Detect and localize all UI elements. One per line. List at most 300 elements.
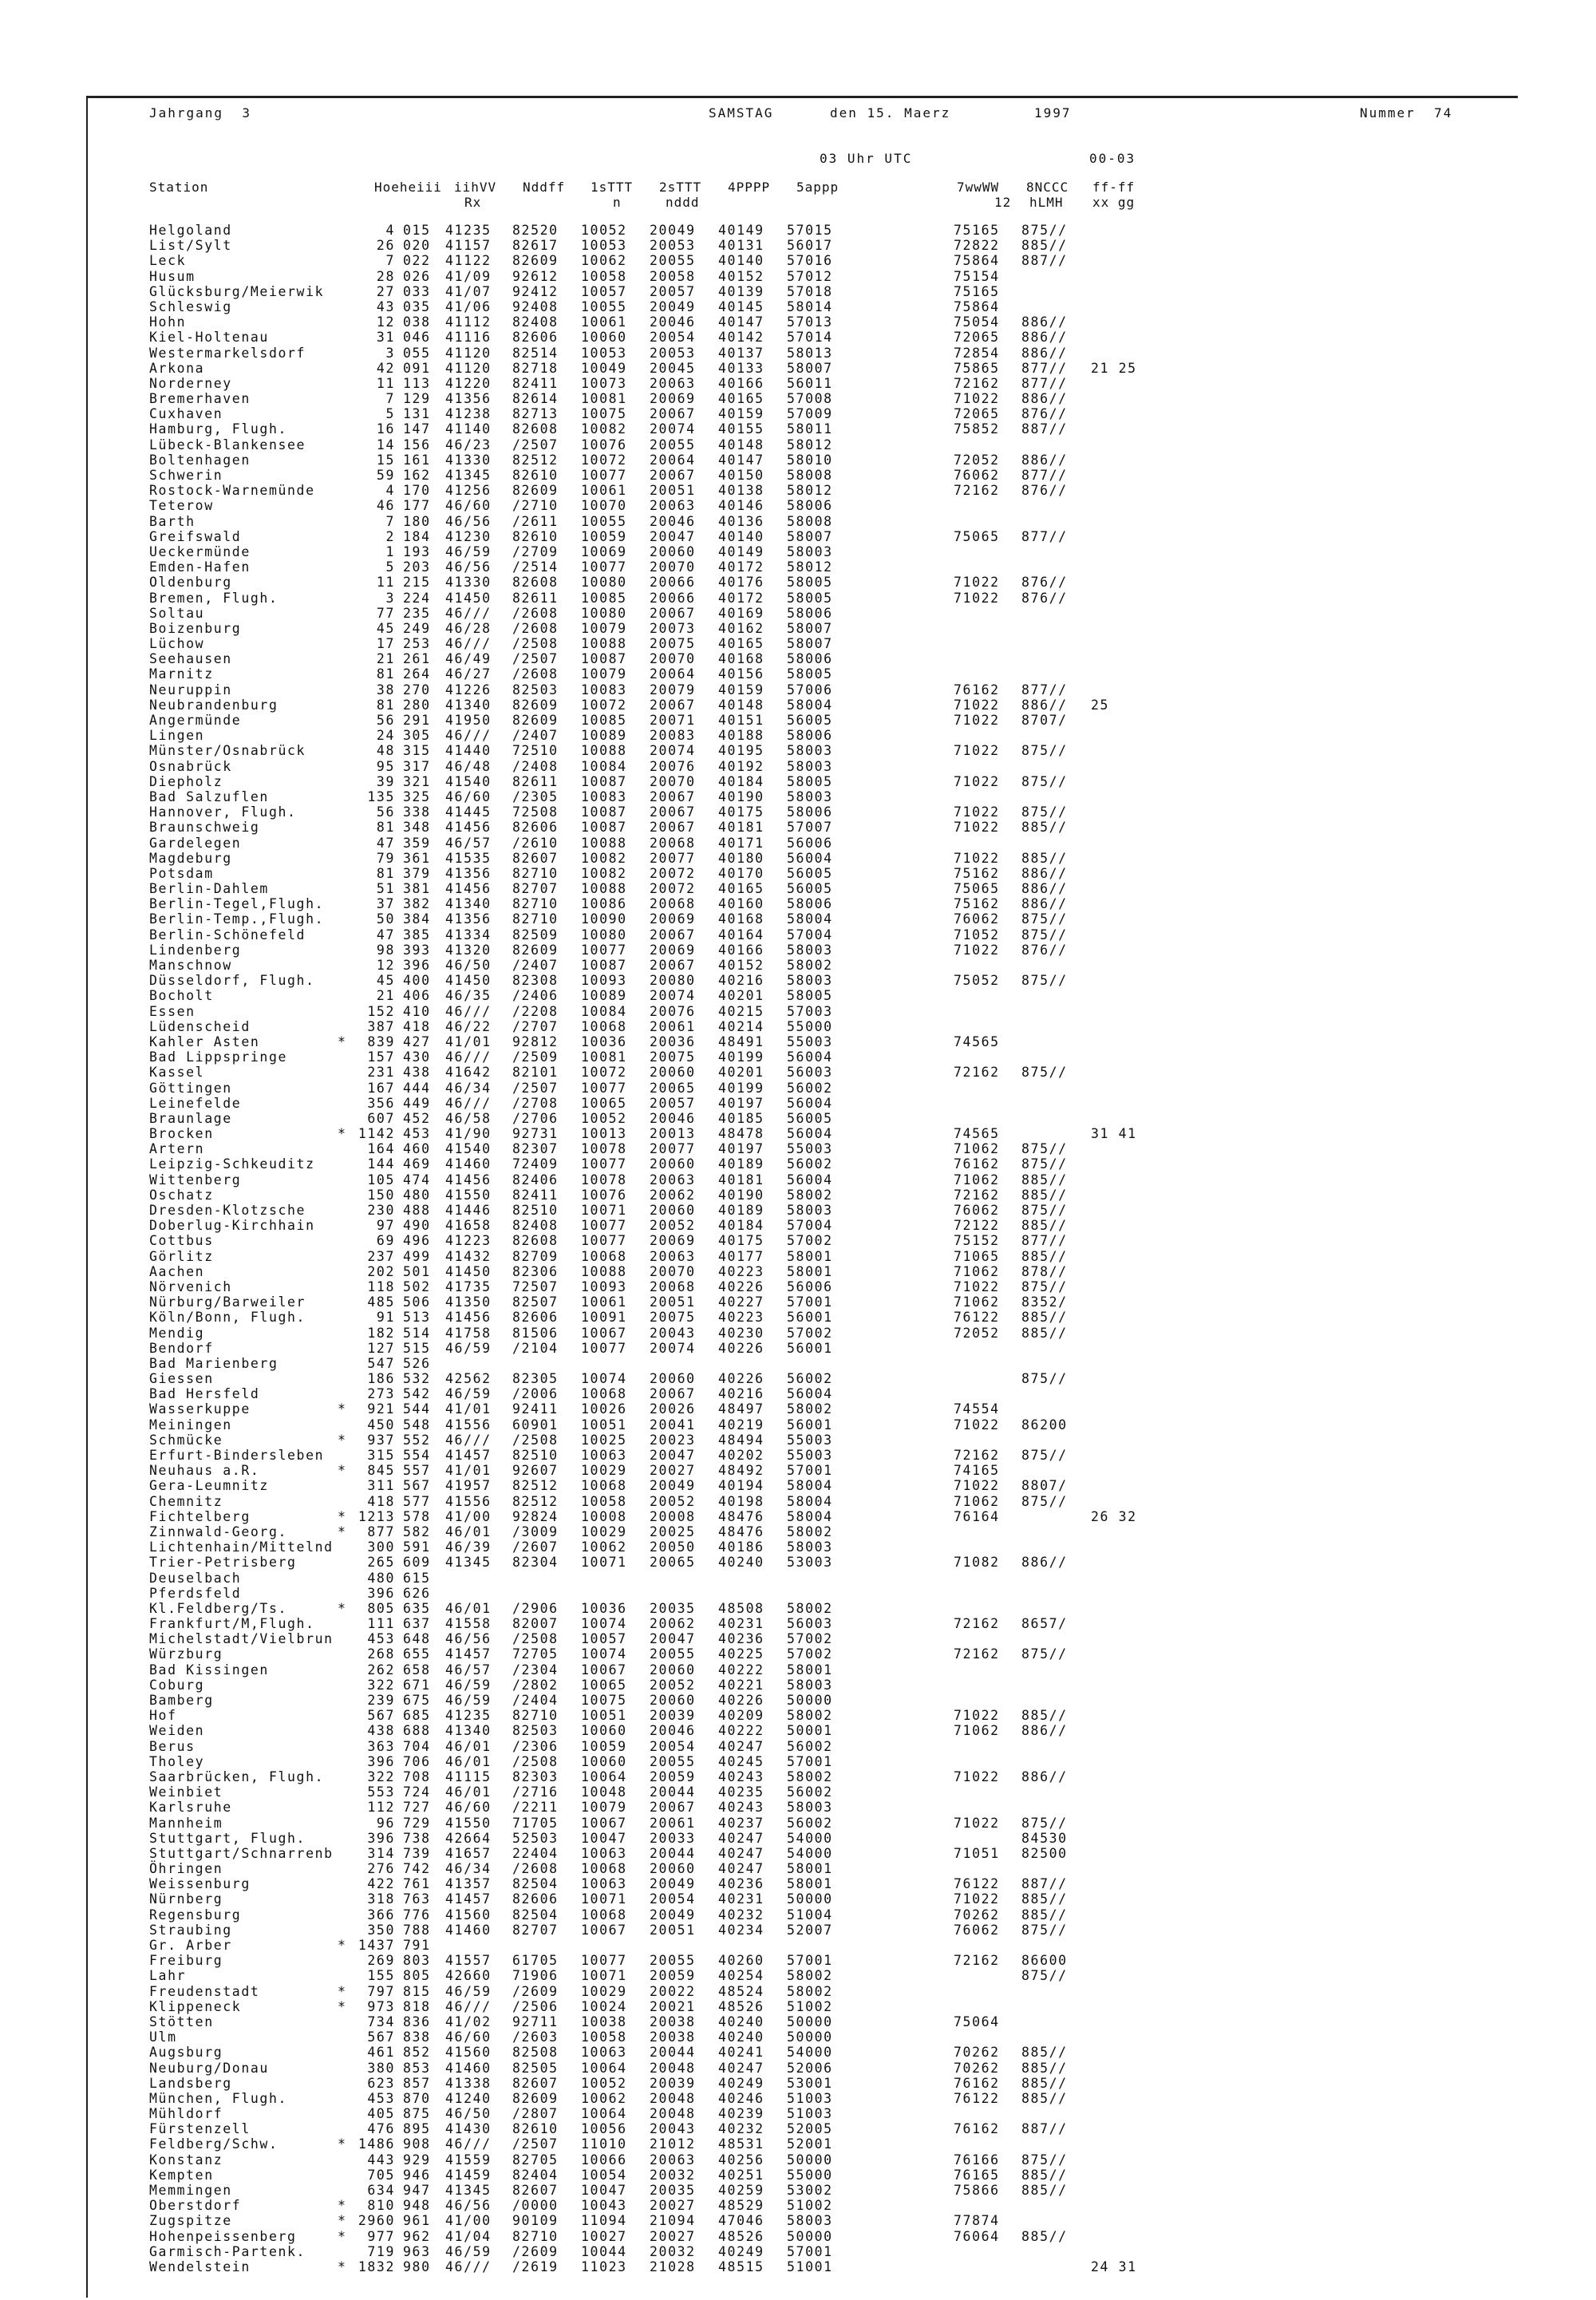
- station-id: 501: [403, 1263, 431, 1279]
- group-5appp: 56005: [787, 881, 833, 897]
- group-4pppp: 40235: [718, 1784, 764, 1800]
- group-5appp: 58003: [787, 1539, 833, 1555]
- group-1sttt: 10088: [581, 881, 627, 897]
- group-1sttt: 10082: [581, 850, 627, 866]
- station-name: Chemnitz: [149, 1493, 223, 1509]
- station-name: Regensburg: [149, 1907, 242, 1923]
- group-1sttt: 10061: [581, 314, 627, 330]
- group-2sttt: 20075: [650, 636, 696, 652]
- group-1sttt: 10038: [581, 2013, 627, 2029]
- group-2sttt: 20047: [650, 1448, 696, 1463]
- station-height: 276: [367, 1861, 395, 1877]
- table-row: [149, 1417, 1506, 1433]
- group-nddff: 82607: [512, 2183, 559, 2198]
- group-nddff: /2104: [512, 1340, 559, 1356]
- group-7wwww: 71022: [954, 391, 1000, 407]
- station-name: Lingen: [149, 728, 205, 744]
- group-8nccc: 875//: [1021, 1065, 1068, 1081]
- group-2sttt: 20070: [650, 773, 696, 789]
- group-8nccc: 885//: [1021, 1907, 1068, 1923]
- group-iihvv: 46///: [445, 1998, 492, 2014]
- station-name: Emden-Hafen: [149, 559, 251, 575]
- group-1sttt: 10083: [581, 788, 627, 804]
- mountain-marker: *: [338, 2259, 347, 2274]
- group-2sttt: 20083: [650, 728, 696, 744]
- col-5appp: 5appp: [796, 180, 839, 195]
- table-row: [149, 943, 1506, 958]
- group-4pppp: 40245: [718, 1753, 764, 1769]
- group-2sttt: 20077: [650, 1141, 696, 1157]
- group-5appp: 56002: [787, 1815, 833, 1831]
- group-7wwww: 75065: [954, 881, 1000, 897]
- group-5appp: 57002: [787, 1325, 833, 1341]
- station-name: Oberstdorf: [149, 2198, 242, 2214]
- group-nddff: 82617: [512, 238, 559, 254]
- group-nddff: 82503: [512, 682, 559, 698]
- group-4pppp: 48526: [718, 2228, 764, 2244]
- station-id: 870: [403, 2090, 431, 2106]
- station-id: 438: [403, 1065, 431, 1081]
- station-id: 235: [403, 605, 431, 621]
- station-id: 948: [403, 2198, 431, 2214]
- table-row: [149, 1310, 1506, 1325]
- station-id: 022: [403, 253, 431, 269]
- group-1sttt: 10078: [581, 1172, 627, 1188]
- group-2sttt: 20063: [650, 1172, 696, 1188]
- group-4pppp: 40177: [718, 1248, 764, 1264]
- group-iihvv: 41432: [445, 1248, 492, 1264]
- table-row: [149, 421, 1506, 437]
- group-8nccc: 886//: [1021, 865, 1068, 881]
- group-iihvv: 41/00: [445, 1508, 492, 1524]
- group-2sttt: 20057: [650, 1095, 696, 1111]
- group-4pppp: 40225: [718, 1646, 764, 1662]
- group-4pppp: 40139: [718, 283, 764, 299]
- group-5appp: 58006: [787, 498, 833, 514]
- station-name: Zinnwald-Georg.: [149, 1523, 288, 1539]
- group-8nccc: 875//: [1021, 1141, 1068, 1157]
- table-row: [149, 1326, 1506, 1341]
- station-height: 27: [376, 283, 395, 299]
- group-2sttt: 20052: [650, 1218, 696, 1234]
- group-nddff: 82520: [512, 223, 559, 238]
- station-id: 513: [403, 1310, 431, 1326]
- station-height: 845: [367, 1463, 395, 1479]
- station-height: 24: [376, 728, 395, 744]
- group-4pppp: 40186: [718, 1539, 764, 1555]
- group-nddff: 82307: [512, 1141, 559, 1157]
- group-5appp: 58012: [787, 483, 833, 499]
- group-iihvv: 41350: [445, 1294, 492, 1310]
- weekday-label: SAMSTAG: [709, 105, 774, 121]
- group-nddff: /2709: [512, 543, 559, 559]
- station-id: 637: [403, 1616, 431, 1632]
- station-height: 623: [367, 2075, 395, 2091]
- table-row: [149, 346, 1506, 361]
- group-2sttt: 20064: [650, 452, 696, 468]
- table-row: [149, 253, 1506, 268]
- station-height: 77: [376, 605, 395, 621]
- group-1sttt: 10047: [581, 2183, 627, 2198]
- group-1sttt: 10069: [581, 543, 627, 559]
- group-4pppp: 40197: [718, 1141, 764, 1157]
- group-1sttt: 10070: [581, 498, 627, 514]
- group-8nccc: 886//: [1021, 697, 1068, 713]
- group-8nccc: 875//: [1021, 1371, 1068, 1387]
- group-nddff: 82614: [512, 391, 559, 407]
- table-row: [149, 544, 1506, 559]
- table-row: [149, 958, 1506, 973]
- group-4pppp: 40232: [718, 1907, 764, 1923]
- group-2sttt: 20044: [650, 1845, 696, 1861]
- station-name: Mannheim: [149, 1815, 223, 1831]
- group-iihvv: 41356: [445, 911, 492, 927]
- station-id: 325: [403, 788, 431, 804]
- group-1sttt: 10088: [581, 743, 627, 759]
- group-nddff: 82606: [512, 820, 559, 836]
- station-height: 50: [376, 911, 395, 927]
- group-1sttt: 10060: [581, 1723, 627, 1739]
- group-8nccc: 875//: [1021, 1646, 1068, 1662]
- group-7wwww: 74554: [954, 1401, 1000, 1417]
- station-height: 567: [367, 2029, 395, 2045]
- group-1sttt: 10051: [581, 1417, 627, 1433]
- group-5appp: 57001: [787, 1953, 833, 1969]
- station-height: 42: [376, 360, 395, 376]
- station-height: 480: [367, 1570, 395, 1586]
- group-1sttt: 10052: [581, 1110, 627, 1126]
- station-height: 450: [367, 1417, 395, 1433]
- station-height: 1213: [358, 1508, 395, 1524]
- group-2sttt: 20054: [650, 1738, 696, 1754]
- group-5appp: 58003: [787, 788, 833, 804]
- station-id: 615: [403, 1570, 431, 1586]
- group-7wwww: 74565: [954, 1126, 1000, 1142]
- table-row: [149, 406, 1506, 421]
- group-iihvv: 41540: [445, 773, 492, 789]
- station-name: Lindenberg: [149, 942, 242, 958]
- station-name: Wendelstein: [149, 2259, 251, 2274]
- group-iihvv: 41356: [445, 391, 492, 407]
- station-name: Osnabrück: [149, 758, 232, 774]
- group-iihvv: 41559: [445, 2152, 492, 2168]
- group-7wwww: 72162: [954, 1065, 1000, 1081]
- group-7wwww: 75052: [954, 973, 1000, 989]
- group-nddff: /2408: [512, 758, 559, 774]
- group-iihvv: 41235: [445, 223, 492, 238]
- group-7wwww: 72854: [954, 345, 1000, 361]
- group-7wwww: 71022: [954, 1768, 1000, 1784]
- table-row: [149, 1524, 1506, 1539]
- group-5appp: 58002: [787, 1523, 833, 1539]
- group-2sttt: 20066: [650, 575, 696, 591]
- station-height: 81: [376, 865, 395, 881]
- group-iihvv: 41345: [445, 1555, 492, 1571]
- station-height: 144: [367, 1156, 395, 1172]
- group-1sttt: 10077: [581, 559, 627, 575]
- group-iihvv: 46///: [445, 1432, 492, 1448]
- station-name: Bad Hersfeld: [149, 1386, 260, 1402]
- group-5appp: 51003: [787, 2090, 833, 2106]
- station-id: 338: [403, 804, 431, 820]
- group-5appp: 58003: [787, 1800, 833, 1816]
- station-id: 488: [403, 1203, 431, 1218]
- station-id: 170: [403, 483, 431, 499]
- group-4pppp: 40239: [718, 2106, 764, 2122]
- group-iihvv: 46/56: [445, 1631, 492, 1647]
- group-5appp: 57015: [787, 223, 833, 238]
- group-5appp: 58002: [787, 1401, 833, 1417]
- group-4pppp: 40175: [718, 804, 764, 820]
- group-8nccc: 885//: [1021, 2090, 1068, 2106]
- group-1sttt: 10077: [581, 1156, 627, 1172]
- group-iihvv: 41112: [445, 314, 492, 330]
- station-height: 418: [367, 1493, 395, 1509]
- station-id: 761: [403, 1876, 431, 1892]
- group-8nccc: 875//: [1021, 223, 1068, 238]
- group-1sttt: 10087: [581, 820, 627, 836]
- group-7wwww: 71051: [954, 1845, 1000, 1861]
- station-id: 193: [403, 543, 431, 559]
- group-iihvv: 41120: [445, 345, 492, 361]
- group-1sttt: 10063: [581, 1876, 627, 1892]
- station-id: 452: [403, 1110, 431, 1126]
- group-4pppp: 48492: [718, 1463, 764, 1479]
- table-row: [149, 789, 1506, 804]
- station-id: 962: [403, 2228, 431, 2244]
- group-iihvv: 46///: [445, 1003, 492, 1019]
- mountain-marker: *: [338, 1600, 347, 1616]
- group-1sttt: 10029: [581, 1523, 627, 1539]
- group-7wwww: 76062: [954, 1922, 1000, 1938]
- group-8nccc: 886//: [1021, 1768, 1068, 1784]
- station-id: 385: [403, 927, 431, 943]
- table-row: [149, 1463, 1506, 1478]
- table-row: [149, 2244, 1506, 2259]
- group-1sttt: 10087: [581, 651, 627, 667]
- station-height: 167: [367, 1080, 395, 1096]
- station-id: 655: [403, 1646, 431, 1662]
- group-2sttt: 20068: [650, 1278, 696, 1294]
- station-height: 4: [385, 223, 395, 238]
- station-name: Leck: [149, 253, 187, 269]
- group-8nccc: 886//: [1021, 896, 1068, 912]
- group-nddff: 82608: [512, 1233, 559, 1249]
- group-4pppp: 48529: [718, 2198, 764, 2214]
- station-name: Glücksburg/Meierwik: [149, 283, 325, 299]
- station-height: 17: [376, 636, 395, 652]
- group-iihvv: 46/27: [445, 666, 492, 682]
- group-5appp: 56005: [787, 713, 833, 728]
- group-7wwww: 71022: [954, 713, 1000, 728]
- group-nddff: 82607: [512, 850, 559, 866]
- table-row: [149, 1891, 1506, 1907]
- group-5appp: 58013: [787, 345, 833, 361]
- station-height: 461: [367, 2045, 395, 2061]
- group-1sttt: 10067: [581, 1922, 627, 1938]
- station-height: 97: [376, 1218, 395, 1234]
- station-id: 131: [403, 406, 431, 422]
- group-iihvv: 41226: [445, 682, 492, 698]
- station-height: 21: [376, 651, 395, 667]
- group-5appp: 58003: [787, 758, 833, 774]
- group-iihvv: 41560: [445, 1907, 492, 1923]
- group-4pppp: 40133: [718, 360, 764, 376]
- station-name: Düsseldorf, Flugh.: [149, 973, 315, 989]
- group-2sttt: 20072: [650, 865, 696, 881]
- group-nddff: 82607: [512, 2075, 559, 2091]
- station-height: 47: [376, 835, 395, 851]
- group-5appp: 56011: [787, 375, 833, 391]
- group-1sttt: 10083: [581, 682, 627, 698]
- group-8nccc: 875//: [1021, 911, 1068, 927]
- group-5appp: 57002: [787, 1631, 833, 1647]
- group-4pppp: 40149: [718, 543, 764, 559]
- group-4pppp: 40231: [718, 1616, 764, 1632]
- station-name: Bamberg: [149, 1693, 214, 1708]
- group-4pppp: 40222: [718, 1723, 764, 1739]
- table-row: [149, 1172, 1506, 1188]
- group-8nccc: 885//: [1021, 1708, 1068, 1724]
- table-row: [149, 1923, 1506, 1938]
- group-5appp: 57006: [787, 682, 833, 698]
- group-2sttt: 20044: [650, 2045, 696, 2061]
- station-id: 147: [403, 421, 431, 437]
- group-2sttt: 20046: [650, 314, 696, 330]
- group-4pppp: 40215: [718, 1003, 764, 1019]
- group-2sttt: 20027: [650, 1463, 696, 1479]
- station-height: 314: [367, 1845, 395, 1861]
- group-nddff: 82609: [512, 942, 559, 958]
- station-name: Manschnow: [149, 958, 232, 973]
- group-8nccc: 877//: [1021, 682, 1068, 698]
- group-2sttt: 20063: [650, 375, 696, 391]
- group-7wwww: 76064: [954, 2228, 1000, 2244]
- group-nddff: 72409: [512, 1156, 559, 1172]
- group-iihvv: 41560: [445, 2045, 492, 2061]
- mountain-marker: *: [338, 2198, 347, 2214]
- group-7wwww: 70262: [954, 2045, 1000, 2061]
- station-height: 273: [367, 1386, 395, 1402]
- station-id: 506: [403, 1294, 431, 1310]
- group-2sttt: 20075: [650, 1049, 696, 1065]
- station-id: 803: [403, 1953, 431, 1969]
- group-nddff: 22404: [512, 1845, 559, 1861]
- group-1sttt: 10084: [581, 1003, 627, 1019]
- station-id: 688: [403, 1723, 431, 1739]
- group-iihvv: 46/56: [445, 2198, 492, 2214]
- group-5appp: 50000: [787, 1693, 833, 1708]
- group-7wwww: 71022: [954, 1708, 1000, 1724]
- group-7wwww: 71022: [954, 804, 1000, 820]
- group-4pppp: 40222: [718, 1662, 764, 1678]
- group-nddff: 92408: [512, 298, 559, 314]
- station-name: Mühldorf: [149, 2106, 223, 2122]
- group-nddff: 82411: [512, 1187, 559, 1203]
- station-id: 776: [403, 1907, 431, 1923]
- station-id: 729: [403, 1815, 431, 1831]
- group-4pppp: 40156: [718, 666, 764, 682]
- group-1sttt: 10051: [581, 1708, 627, 1724]
- group-2sttt: 20059: [650, 1968, 696, 1984]
- station-height: 39: [376, 773, 395, 789]
- table-row: [149, 1769, 1506, 1784]
- group-2sttt: 21012: [650, 2136, 696, 2152]
- group-7wwww: 71022: [954, 942, 1000, 958]
- group-8nccc: 875//: [1021, 1156, 1068, 1172]
- table-row: [149, 1938, 1506, 1953]
- group-1sttt: 10059: [581, 1738, 627, 1754]
- group-5appp: 56002: [787, 1080, 833, 1096]
- group-5appp: 55003: [787, 1432, 833, 1448]
- group-nddff: 82705: [512, 2152, 559, 2168]
- group-1sttt: 10057: [581, 1631, 627, 1647]
- group-1sttt: 10093: [581, 973, 627, 989]
- group-1sttt: 10068: [581, 1861, 627, 1877]
- group-1sttt: 10052: [581, 2075, 627, 2091]
- station-name: Braunlage: [149, 1110, 232, 1126]
- table-row: [149, 836, 1506, 851]
- group-2sttt: 20060: [650, 1203, 696, 1218]
- group-8nccc: 875//: [1021, 804, 1068, 820]
- group-5appp: 57016: [787, 253, 833, 269]
- station-id: 671: [403, 1677, 431, 1693]
- station-id: 460: [403, 1141, 431, 1157]
- group-1sttt: 10068: [581, 1478, 627, 1494]
- group-iihvv: 41356: [445, 865, 492, 881]
- group-7wwww: 75064: [954, 2013, 1000, 2029]
- group-8nccc: 8657/: [1021, 1616, 1068, 1632]
- station-height: 69: [376, 1233, 395, 1249]
- group-nddff: /2802: [512, 1677, 559, 1693]
- group-8nccc: 885//: [1021, 1248, 1068, 1264]
- group-4pppp: 40247: [718, 1830, 764, 1846]
- station-name: Neuhaus a.R.: [149, 1463, 260, 1479]
- group-1sttt: 10076: [581, 1187, 627, 1203]
- group-2sttt: 20066: [650, 590, 696, 606]
- group-8nccc: 885//: [1021, 238, 1068, 254]
- group-8nccc: 86600: [1021, 1953, 1068, 1969]
- group-5appp: 50000: [787, 1891, 833, 1907]
- group-iihvv: 41459: [445, 2167, 492, 2183]
- station-height: 485: [367, 1294, 395, 1310]
- group-2sttt: 20048: [650, 2106, 696, 2122]
- group-1sttt: 10080: [581, 575, 627, 591]
- table-row: [149, 2106, 1506, 2121]
- group-iihvv: 46/48: [445, 758, 492, 774]
- group-4pppp: 40155: [718, 421, 764, 437]
- table-row: [149, 1984, 1506, 1999]
- group-4pppp: 40243: [718, 1800, 764, 1816]
- group-4pppp: 40151: [718, 713, 764, 728]
- station-height: 396: [367, 1830, 395, 1846]
- group-2sttt: 20070: [650, 1263, 696, 1279]
- group-2sttt: 20047: [650, 1631, 696, 1647]
- group-nddff: /2506: [512, 1998, 559, 2014]
- group-4pppp: 40147: [718, 314, 764, 330]
- group-5appp: 58007: [787, 620, 833, 636]
- group-7wwww: 71082: [954, 1555, 1000, 1571]
- group-nddff: /2305: [512, 788, 559, 804]
- station-height: 719: [367, 2243, 395, 2259]
- group-8nccc: 86200: [1021, 1417, 1068, 1433]
- group-1sttt: 10080: [581, 927, 627, 943]
- group-nddff: /2306: [512, 1738, 559, 1754]
- group-2sttt: 20069: [650, 911, 696, 927]
- group-nddff: 82710: [512, 1708, 559, 1724]
- group-nddff: /2507: [512, 437, 559, 452]
- group-4pppp: 40189: [718, 1203, 764, 1218]
